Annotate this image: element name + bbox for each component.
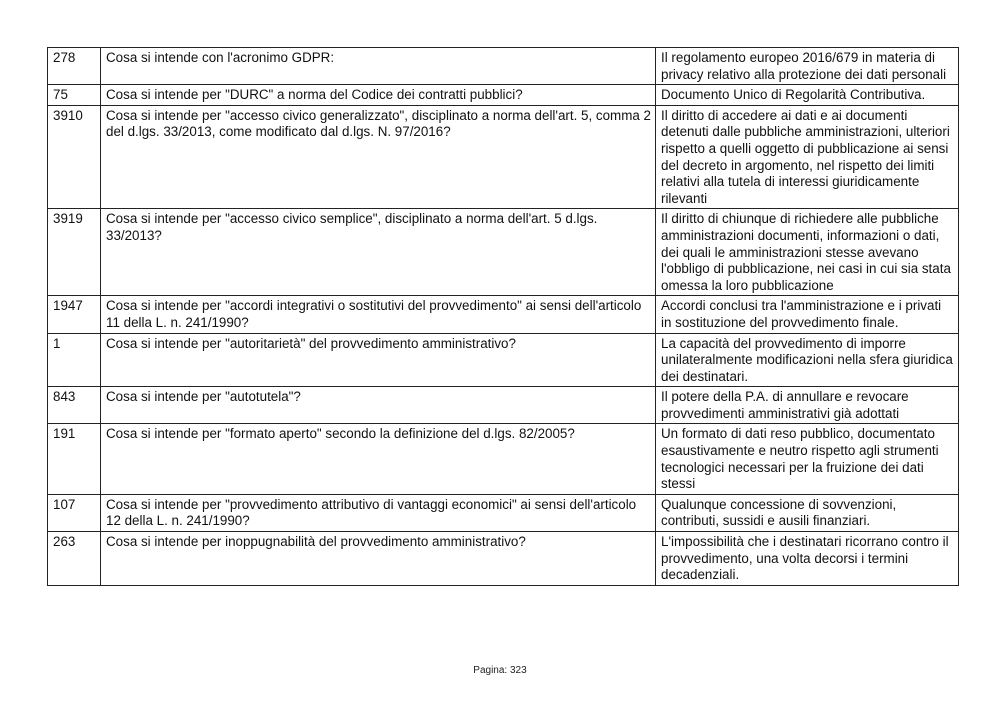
question-id: 75 — [48, 85, 101, 106]
table-row — [48, 387, 959, 424]
answer-text: Qualunque concessione di sovvenzioni, contributi, sussidi e ausili finanziari. — [656, 494, 959, 531]
table-row — [48, 424, 959, 494]
table-row — [48, 494, 959, 531]
answer-text: Il potere della P.A. di annullare e revocare provvedimenti amministrativi già adottati — [656, 387, 959, 424]
table-row — [48, 209, 959, 296]
question-id: 1 — [48, 333, 101, 387]
question-text: Cosa si intende per "accesso civico generalizzato", disciplinato a norma dell'art. 5, comma 2 del d.lgs. 33/2013, come modificato dal d.lgs. N. 97/2016? — [101, 105, 656, 209]
answer-text: Un formato di dati reso pubblico, documentato esaustivamente e neutro rispetto agli strumenti tecnologici necessari per la fruizione dei dati stessi — [656, 424, 959, 494]
answer-text: Il diritto di chiunque di richiedere alle pubbliche amministrazioni documenti, informazioni o dati, dei quali le amministrazioni stesse avevano l'obbligo di pubblicazione, nei casi in cui sia stata omessa la loro pubblicazione — [656, 209, 959, 296]
table-row — [48, 85, 959, 106]
question-id: 3910 — [48, 105, 101, 209]
question-id: 107 — [48, 494, 101, 531]
question-text: Cosa si intende con l'acronimo GDPR: — [101, 48, 656, 85]
question-table-body — [48, 48, 959, 586]
table-row — [48, 532, 959, 586]
page-number: Pagina: 323 — [473, 665, 527, 676]
question-text: Cosa si intende per "autoritarietà" del provvedimento amministrativo? — [101, 333, 656, 387]
answer-text: Il diritto di accedere ai dati e ai documenti detenuti dalle pubbliche amministrazioni, ulteriori rispetto a quelli oggetto di pubblicazione ai sensi del decreto in argomento, nel rispetto dei limiti relativi alla tutela di interessi giuridicamente rilevanti — [656, 105, 959, 209]
question-id: 278 — [48, 48, 101, 85]
question-text: Cosa si intende per "autotutela"? — [101, 387, 656, 424]
answer-text: Accordi conclusi tra l'amministrazione e i privati in sostituzione del provvedimento finale. — [656, 296, 959, 333]
question-text: Cosa si intende per "provvedimento attributivo di vantaggi economici" ai sensi dell'articolo 12 della L. n. 241/1990? — [101, 494, 656, 531]
answer-text: Documento Unico di Regolarità Contributiva. — [656, 85, 959, 106]
answer-text: Il regolamento europeo 2016/679 in materia di privacy relativo alla protezione dei dati personali — [656, 48, 959, 85]
question-id: 843 — [48, 387, 101, 424]
question-id: 1947 — [48, 296, 101, 333]
question-table — [47, 47, 959, 586]
question-text: Cosa si intende per inoppugnabilità del provvedimento amministrativo? — [101, 532, 656, 586]
table-row — [48, 333, 959, 387]
answer-text: La capacità del provvedimento di imporre unilateralmente modificazioni nella sfera giuridica dei destinatari. — [656, 333, 959, 387]
question-id: 191 — [48, 424, 101, 494]
question-id: 263 — [48, 532, 101, 586]
question-text: Cosa si intende per "formato aperto" secondo la definizione del d.lgs. 82/2005? — [101, 424, 656, 494]
question-text: Cosa si intende per "accesso civico semplice", disciplinato a norma dell'art. 5 d.lgs. 33/2013? — [101, 209, 656, 296]
table-row — [48, 296, 959, 333]
question-text: Cosa si intende per "accordi integrativi o sostitutivi del provvedimento" ai sensi dell'articolo 11 della L. n. 241/1990? — [101, 296, 656, 333]
question-id: 3919 — [48, 209, 101, 296]
question-text: Cosa si intende per "DURC" a norma del Codice dei contratti pubblici? — [101, 85, 656, 106]
table-row — [48, 48, 959, 85]
answer-text: L'impossibilità che i destinatari ricorrano contro il provvedimento, una volta decorsi i termini decadenziali. — [656, 532, 959, 586]
table-row — [48, 105, 959, 209]
